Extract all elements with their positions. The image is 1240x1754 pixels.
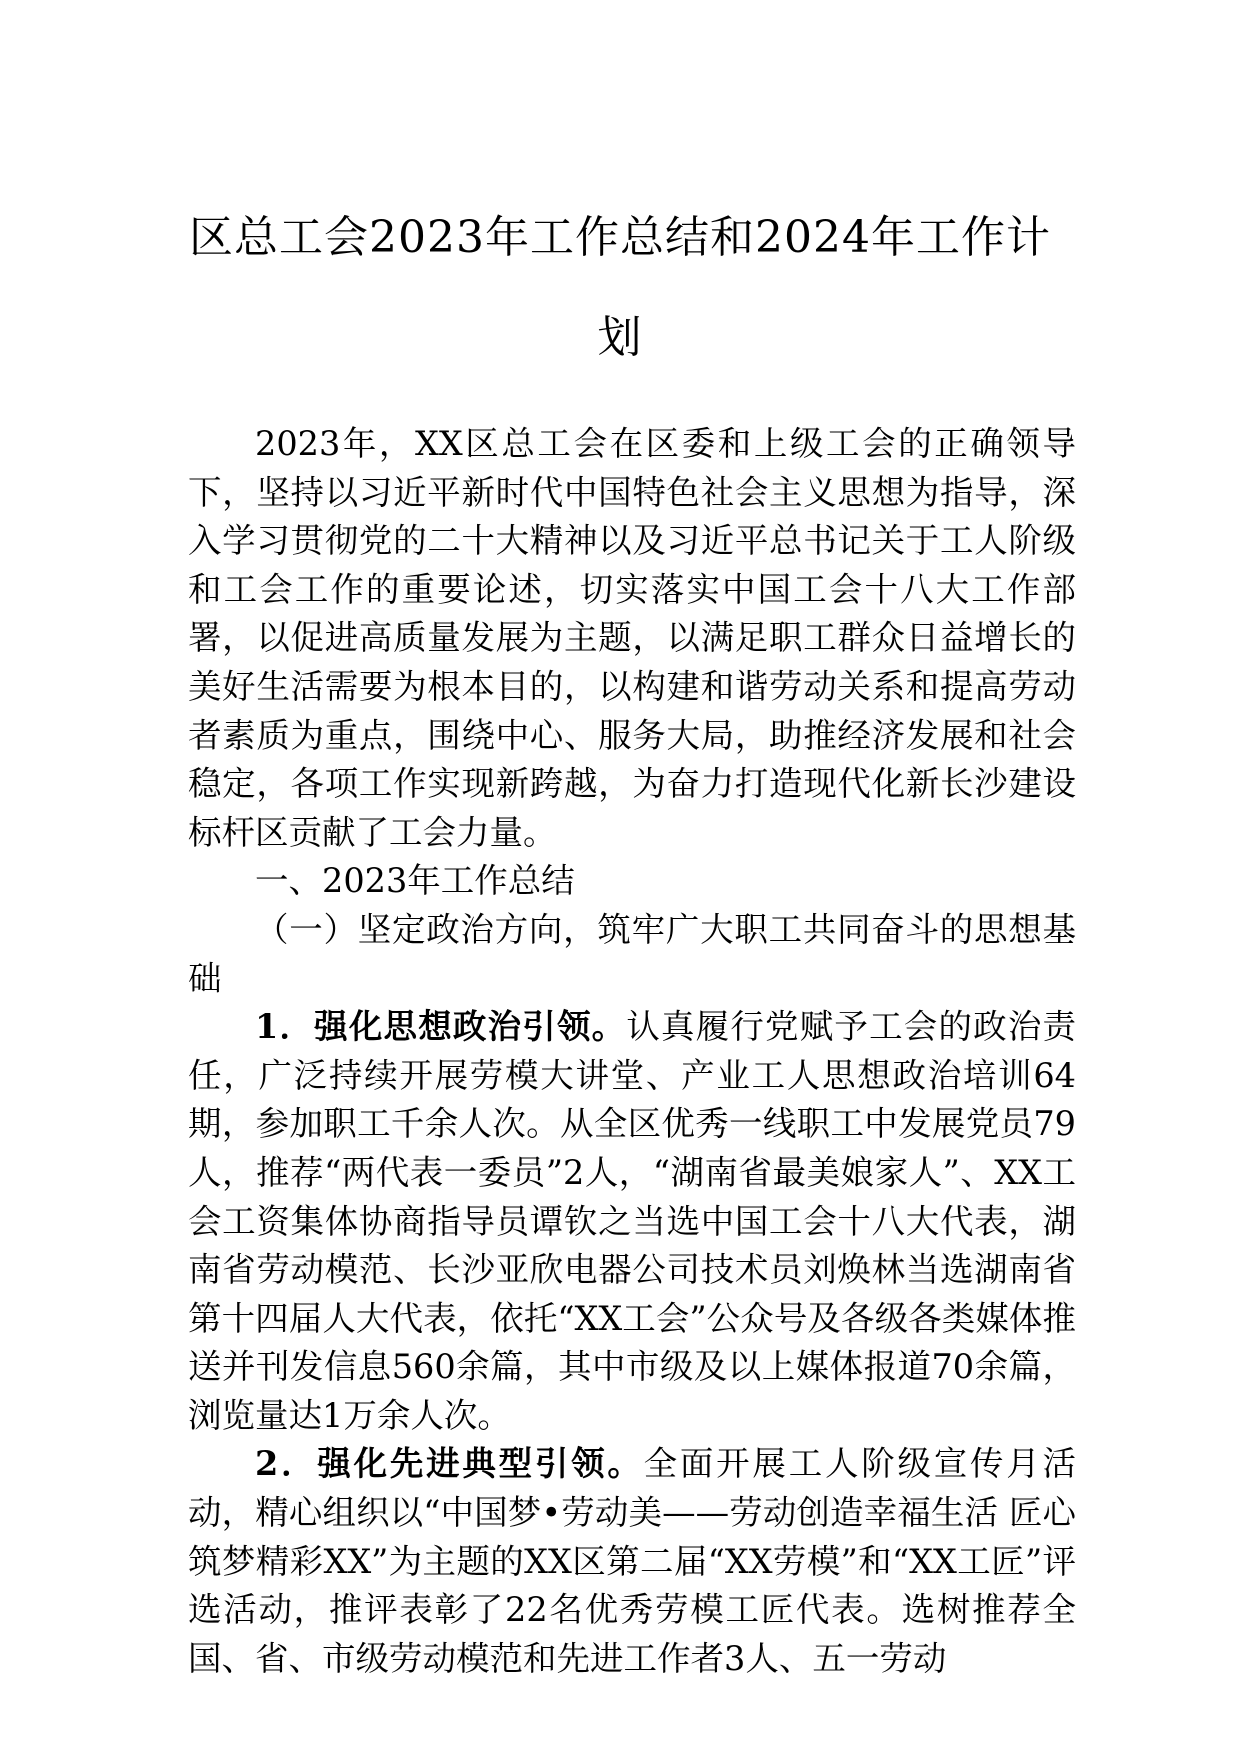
section-heading (188, 857, 1076, 906)
paragraph-lead: 1．强化思想政治引领。 (255, 1007, 627, 1047)
paragraph-text: 一、2023年工作总结 (255, 861, 575, 901)
paragraph-lead: 2．强化先进典型引领。 (255, 1444, 644, 1484)
paragraph-text: 认真履行党赋予工会的政治责任，广泛持续开展劳模大讲堂、产业工人思想政治培训64期，参加职工千余人次。从全区优秀一线职工中发展党员79人，推荐“两代表一委员”2人，“湖南省最美娘家人”、XX工会工资集体协商指导员谭钦之当选中国工会十八大代表，湖南省劳动模范、长沙亚欣电器公司技术员刘焕林当选湖南省第十四届人大代表，依托“XX工会”公众号及各级各类媒体推送并刊发信息560余篇，其中市级及以上媒体报道70余篇，浏览量达1万余人次。 (188, 1007, 1076, 1435)
paragraph-text: 全面开展工人阶级宣传月活动，精心组织以“中国梦•劳动美——劳动创造幸福生活 匠心筑梦精彩XX”为主题的XX区第二届“XX劳模”和“XX工匠”评选活动，推评表彰了22名优秀劳模工匠代表。选树推荐全国、省、市级劳动模范和先进工作者3人、五一劳动 (188, 1444, 1076, 1678)
subsection-heading (188, 906, 1076, 1003)
paragraph-text: 2023年，XX区总工会在区委和上级工会的正确领导下，坚持以习近平新时代中国特色社会主义思想为指导，深入学习贯彻党的二十大精神以及习近平总书记关于工人阶级和工会工作的重要论述，切实落实中国工会十八大工作部署，以促进高质量发展为主题，以满足职工群众日益增长的美好生活需要为根本目的，以构建和谐劳动关系和提高劳动者素质为重点，围绕中心、服务大局，助推经济发展和社会稳定，各项工作实现新跨越，为奋力打造现代化新长沙建设标杆区贡献了工会力量。 (188, 424, 1076, 852)
paragraph-text: （一）坚定政治方向，筑牢广大职工共同奋斗的思想基础 (188, 909, 1076, 998)
body-paragraph (188, 1003, 1076, 1440)
document-body (188, 420, 1076, 1683)
intro-paragraph (188, 420, 1076, 857)
body-paragraph (188, 1440, 1076, 1683)
document-title: 区总工会2023年工作总结和2024年工作计划 (189, 212, 1051, 363)
